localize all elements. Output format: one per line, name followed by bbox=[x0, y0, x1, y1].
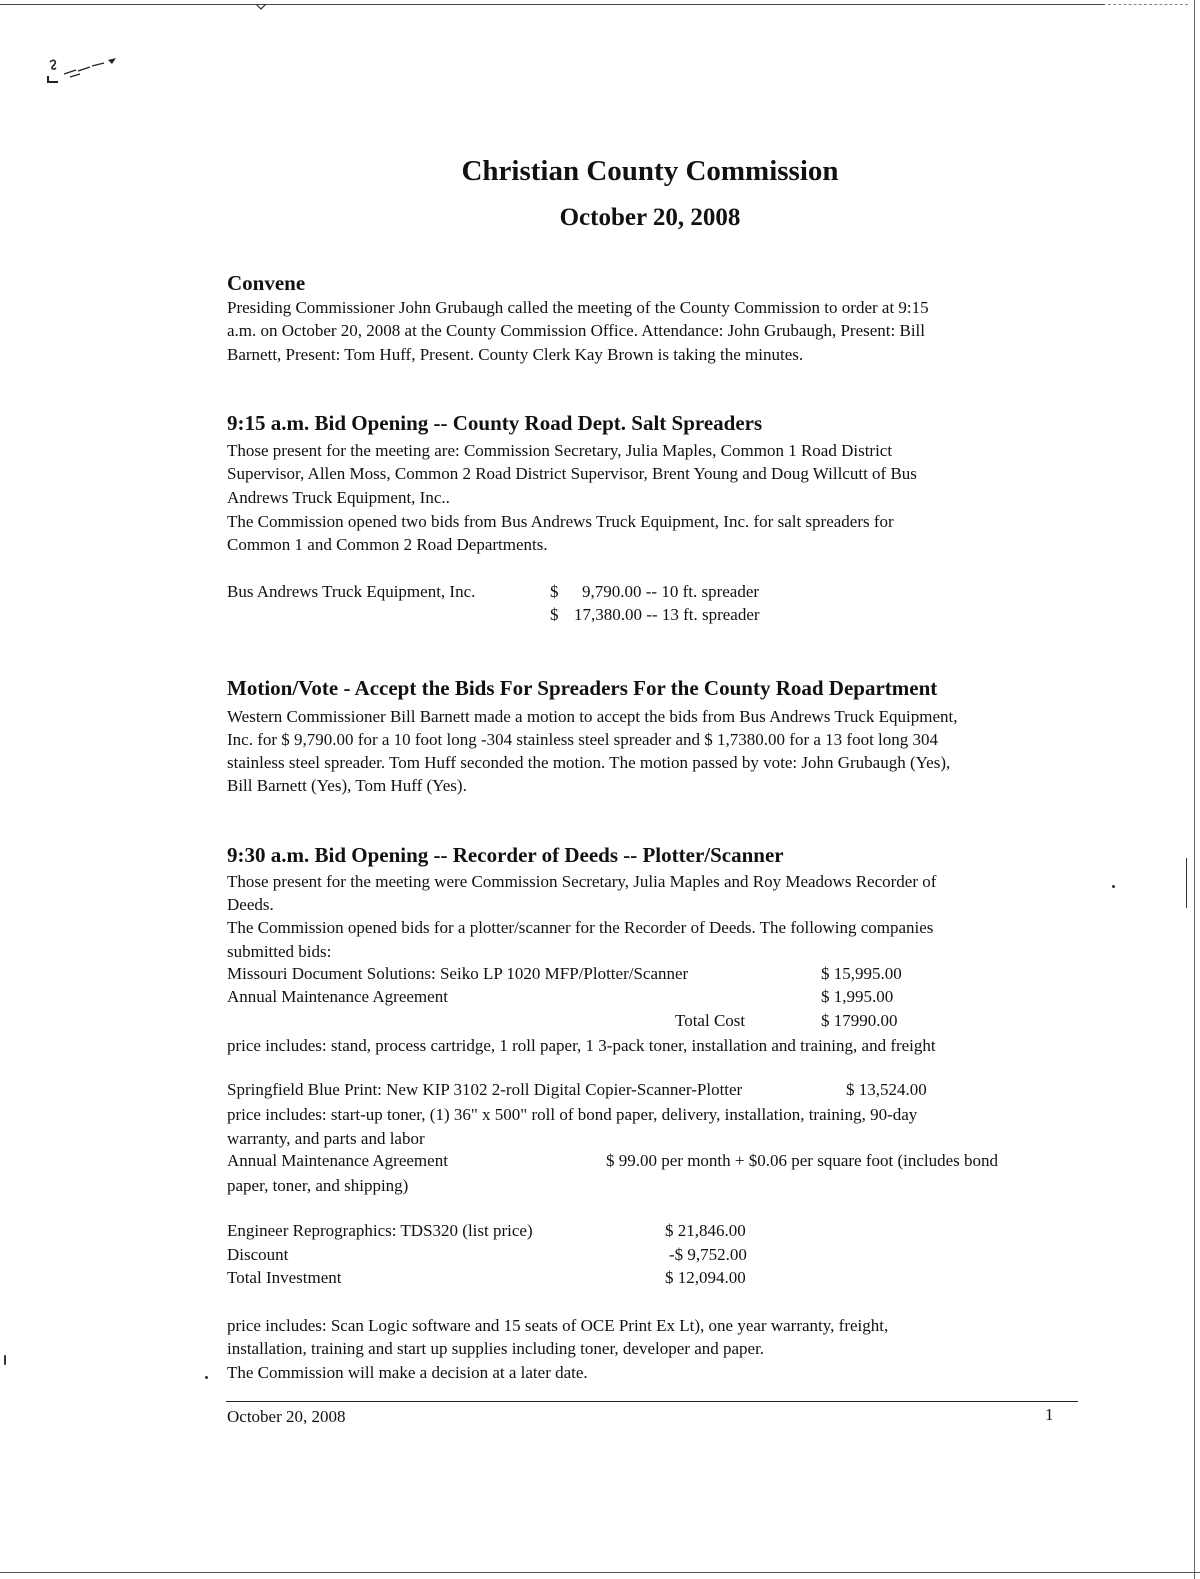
plotter-intro-line: The Commission opened bids for a plotter/scanner for the Recorder of Deeds. The following companies bbox=[227, 918, 934, 937]
springfield-maintenance-label: Annual Maintenance Agreement bbox=[227, 1151, 448, 1170]
engineer-total-label: Total Investment bbox=[227, 1268, 342, 1287]
salt-bid-line: Common 1 and Common 2 Road Departments. bbox=[227, 535, 548, 554]
salt-bidder-name: Bus Andrews Truck Equipment, Inc. bbox=[227, 582, 476, 601]
scan-speck bbox=[4, 1355, 6, 1365]
convene-line: Presiding Commissioner John Grubaugh called the meeting of the County Commission to order at 9:15 bbox=[227, 298, 929, 317]
engineer-total-price: $ 12,094.00 bbox=[665, 1268, 746, 1287]
missouri-maintenance-label: Annual Maintenance Agreement bbox=[227, 987, 448, 1006]
salt-bid-line: Those present for the meeting are: Commission Secretary, Julia Maples, Common 1 Road District bbox=[227, 441, 893, 460]
page-title: Christian County Commission bbox=[461, 155, 839, 187]
motion-line: Bill Barnett (Yes), Tom Huff (Yes). bbox=[227, 776, 467, 795]
engineer-includes: price includes: Scan Logic software and 15 seats of OCE Print Ex Lt), one year warranty, freight, bbox=[227, 1316, 889, 1335]
convene-line: a.m. on October 20, 2008 at the County Commission Office. Attendance: John Grubaugh, Present: Bill bbox=[227, 321, 926, 340]
springfield-item-price: $ 13,524.00 bbox=[846, 1080, 927, 1099]
engineer-discount-label: Discount bbox=[227, 1245, 289, 1264]
scan-speck bbox=[205, 1376, 208, 1379]
missouri-total-price: $ 17990.00 bbox=[821, 1011, 898, 1030]
convene-line: Barnett, Present: Tom Huff, Present. County Clerk Kay Brown is taking the minutes. bbox=[227, 345, 804, 364]
salt-bid-currency: $ bbox=[550, 605, 559, 624]
top-notch-mark bbox=[256, 4, 266, 10]
plotter-intro-line: submitted bids: bbox=[227, 942, 332, 961]
salt-bid-line: Supervisor, Allen Moss, Common 2 Road District Supervisor, Brent Young and Doug Willcutt of Bus bbox=[227, 464, 917, 483]
engineer-includes: installation, training and start up supplies including toner, developer and paper. bbox=[227, 1339, 765, 1358]
springfield-maintenance-cont: paper, toner, and shipping) bbox=[227, 1176, 409, 1195]
right-scan-edge bbox=[1194, 0, 1195, 1579]
page-number: 1 bbox=[1045, 1405, 1054, 1424]
missouri-includes: price includes: stand, process cartridge, 1 roll paper, 1 3-pack toner, installation and training, and freight bbox=[227, 1036, 936, 1055]
motion-line: Western Commissioner Bill Barnett made a motion to accept the bids from Bus Andrews Truck Equipment, bbox=[227, 707, 958, 726]
top-border-line bbox=[0, 4, 1105, 5]
salt-bid-line: Andrews Truck Equipment, Inc.. bbox=[227, 488, 450, 507]
bottom-scan-edge bbox=[0, 1572, 1200, 1573]
springfield-maintenance-price: $ 99.00 per month + $0.06 per square foot (includes bond bbox=[606, 1151, 999, 1170]
footer-rule bbox=[226, 1401, 1078, 1402]
motion-line: stainless steel spreader. Tom Huff seconded the motion. The motion passed by vote: John Grubaugh (Yes), bbox=[227, 753, 951, 772]
springfield-item: Springfield Blue Print: New KIP 3102 2-roll Digital Copier-Scanner-Plotter bbox=[227, 1080, 743, 1099]
motion-heading: Motion/Vote - Accept the Bids For Spreaders For the County Road Department bbox=[227, 676, 938, 700]
engineer-item: Engineer Reprographics: TDS320 (list price) bbox=[227, 1221, 533, 1240]
convene-heading: Convene bbox=[227, 271, 306, 295]
salt-bid-line: The Commission opened two bids from Bus Andrews Truck Equipment, Inc. for salt spreaders for bbox=[227, 512, 894, 531]
salt-bid-currency: $ bbox=[550, 582, 559, 601]
motion-line: Inc. for $ 9,790.00 for a 10 foot long -304 stainless steel spreader and $ 1,7380.00 for a 13 foot long 304 bbox=[227, 730, 939, 749]
missouri-item-price: $ 15,995.00 bbox=[821, 964, 902, 983]
plotter-bid-heading: 9:30 a.m. Bid Opening -- Recorder of Deeds -- Plotter/Scanner bbox=[227, 843, 784, 867]
footer-date: October 20, 2008 bbox=[227, 1407, 346, 1426]
meeting-date: October 20, 2008 bbox=[559, 204, 741, 231]
top-border-dash bbox=[1108, 4, 1188, 5]
missouri-maintenance-price: $ 1,995.00 bbox=[821, 987, 894, 1006]
salt-bid-amount: 9,790.00 -- 10 ft. spreader bbox=[582, 582, 760, 601]
missouri-total-label: Total Cost bbox=[675, 1011, 746, 1030]
engineer-item-price: $ 21,846.00 bbox=[665, 1221, 746, 1240]
salt-bid-amount: 17,380.00 -- 13 ft. spreader bbox=[574, 605, 760, 624]
springfield-includes: price includes: start-up toner, (1) 36" x 500" roll of bond paper, delivery, installation, training, 90-day bbox=[227, 1105, 918, 1124]
margin-mark bbox=[1186, 858, 1187, 908]
plotter-closing-line: The Commission will make a decision at a later date. bbox=[227, 1363, 588, 1382]
missouri-item: Missouri Document Solutions: Seiko LP 1020 MFP/Plotter/Scanner bbox=[227, 964, 689, 983]
springfield-includes: warranty, and parts and labor bbox=[227, 1129, 425, 1148]
plotter-intro-line: Deeds. bbox=[227, 895, 274, 914]
scan-speck bbox=[1112, 885, 1115, 888]
plotter-intro-line: Those present for the meeting were Commission Secretary, Julia Maples and Roy Meadows Recorder of bbox=[227, 872, 937, 891]
salt-bid-heading: 9:15 a.m. Bid Opening -- County Road Dept. Salt Spreaders bbox=[227, 411, 763, 435]
engineer-discount-price: -$ 9,752.00 bbox=[669, 1245, 747, 1264]
handwritten-mark bbox=[44, 54, 134, 88]
